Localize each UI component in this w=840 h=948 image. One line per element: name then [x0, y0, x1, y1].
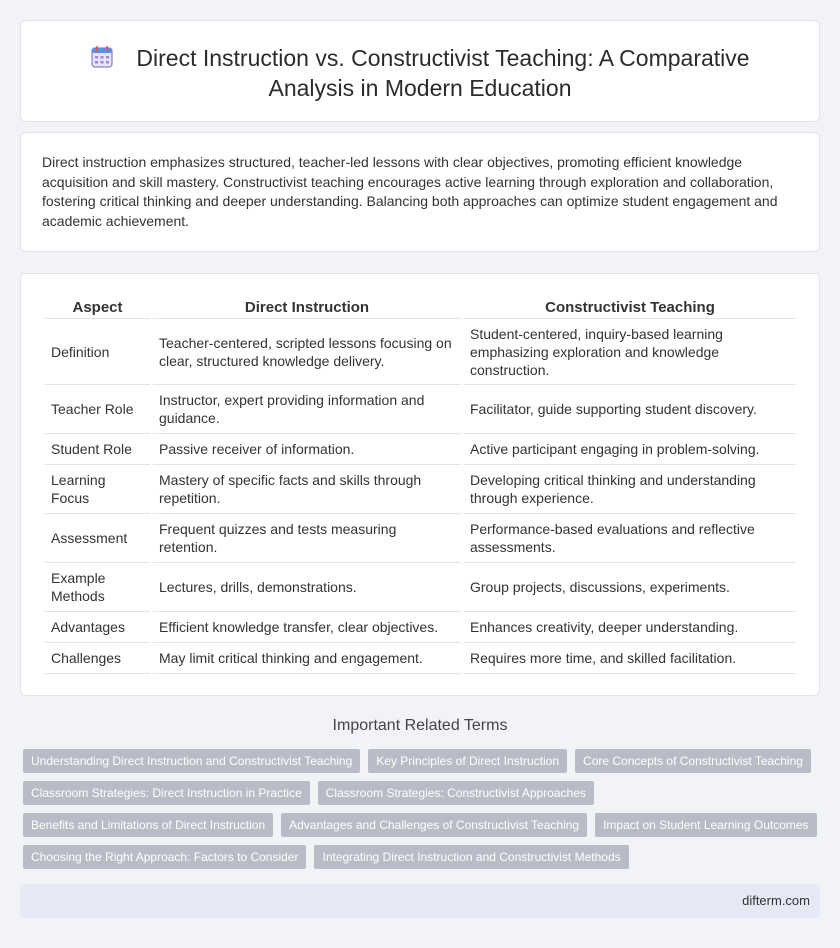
- row-aspect: Assessment: [45, 514, 150, 563]
- related-terms-tags: [23, 749, 823, 877]
- comparison-table: [42, 292, 799, 674]
- tag-row: [23, 781, 823, 805]
- table-row: [45, 434, 796, 465]
- row-aspect: Learning Focus: [45, 465, 150, 514]
- tag-row: [23, 845, 823, 869]
- row-constructivist: Group projects, discussions, experiments.: [464, 563, 796, 612]
- row-direct: Mastery of specific facts and skills through repetition.: [153, 465, 461, 514]
- related-term-tag[interactable]: Key Principles of Direct Instruction: [368, 749, 567, 773]
- related-term-tag[interactable]: Integrating Direct Instruction and Constructivist Methods: [314, 845, 628, 869]
- row-constructivist: Facilitator, guide supporting student discovery.: [464, 385, 796, 434]
- table-row: [45, 643, 796, 674]
- row-direct: Passive receiver of information.: [153, 434, 461, 465]
- row-constructivist: Active participant engaging in problem-solving.: [464, 434, 796, 465]
- row-constructivist: Requires more time, and skilled facilitation.: [464, 643, 796, 674]
- footer-bar: [20, 884, 820, 918]
- table-row: [45, 612, 796, 643]
- related-term-tag[interactable]: Core Concepts of Constructivist Teaching: [575, 749, 811, 773]
- table-row: [45, 385, 796, 434]
- table-header-row: [45, 292, 796, 319]
- page-title-wrap: [61, 43, 779, 103]
- related-terms-heading: Important Related Terms: [332, 717, 508, 734]
- row-aspect: Advantages: [45, 612, 150, 643]
- related-term-tag[interactable]: Impact on Student Learning Outcomes: [595, 813, 816, 837]
- comparison-card: [20, 273, 820, 696]
- intro-paragraph: Direct instruction emphasizes structured, teacher-led lessons with clear objectives, promoting efficient knowledge acquisition and skill mastery. Constructivist teaching encourages active learning through exploration and collaboration, fostering critical thinking and deeper understanding. Balancing both approaches can optimize student engagement and academic achievement.: [42, 154, 778, 229]
- tag-row: [23, 749, 823, 773]
- row-aspect: Challenges: [45, 643, 150, 674]
- header-constructivist-teaching: Constructivist Teaching: [464, 292, 796, 319]
- row-direct: Instructor, expert providing information and guidance.: [153, 385, 461, 434]
- table-row: [45, 563, 796, 612]
- page-title: Direct Instruction vs. Constructivist Teaching: A Comparative Analysis in Modern Education: [136, 45, 750, 101]
- related-term-tag[interactable]: Classroom Strategies: Constructivist Approaches: [318, 781, 594, 805]
- footer-site-link[interactable]: difterm.com: [742, 893, 810, 908]
- calendar-icon: [90, 45, 114, 69]
- row-aspect: Example Methods: [45, 563, 150, 612]
- row-direct: May limit critical thinking and engagement.: [153, 643, 461, 674]
- intro-card: [20, 132, 820, 252]
- related-term-tag[interactable]: Advantages and Challenges of Constructivist Teaching: [281, 813, 587, 837]
- row-aspect: Definition: [45, 319, 150, 385]
- header-direct-instruction: Direct Instruction: [153, 292, 461, 319]
- row-direct: Efficient knowledge transfer, clear objectives.: [153, 612, 461, 643]
- table-row: [45, 465, 796, 514]
- header-aspect: Aspect: [45, 292, 150, 319]
- row-constructivist: Student-centered, inquiry-based learning emphasizing exploration and knowledge construction.: [464, 319, 796, 385]
- table-row: [45, 319, 796, 385]
- row-direct: Frequent quizzes and tests measuring retention.: [153, 514, 461, 563]
- table-row: [45, 514, 796, 563]
- related-term-tag[interactable]: Choosing the Right Approach: Factors to Consider: [23, 845, 306, 869]
- row-aspect: Student Role: [45, 434, 150, 465]
- row-constructivist: Enhances creativity, deeper understanding.: [464, 612, 796, 643]
- row-constructivist: Performance-based evaluations and reflective assessments.: [464, 514, 796, 563]
- title-card: [20, 20, 820, 122]
- related-term-tag[interactable]: Classroom Strategies: Direct Instruction in Practice: [23, 781, 310, 805]
- row-constructivist: Developing critical thinking and understanding through experience.: [464, 465, 796, 514]
- row-direct: Lectures, drills, demonstrations.: [153, 563, 461, 612]
- row-direct: Teacher-centered, scripted lessons focusing on clear, structured knowledge delivery.: [153, 319, 461, 385]
- tag-row: [23, 813, 823, 837]
- related-term-tag[interactable]: Benefits and Limitations of Direct Instruction: [23, 813, 273, 837]
- related-term-tag[interactable]: Understanding Direct Instruction and Constructivist Teaching: [23, 749, 360, 773]
- row-aspect: Teacher Role: [45, 385, 150, 434]
